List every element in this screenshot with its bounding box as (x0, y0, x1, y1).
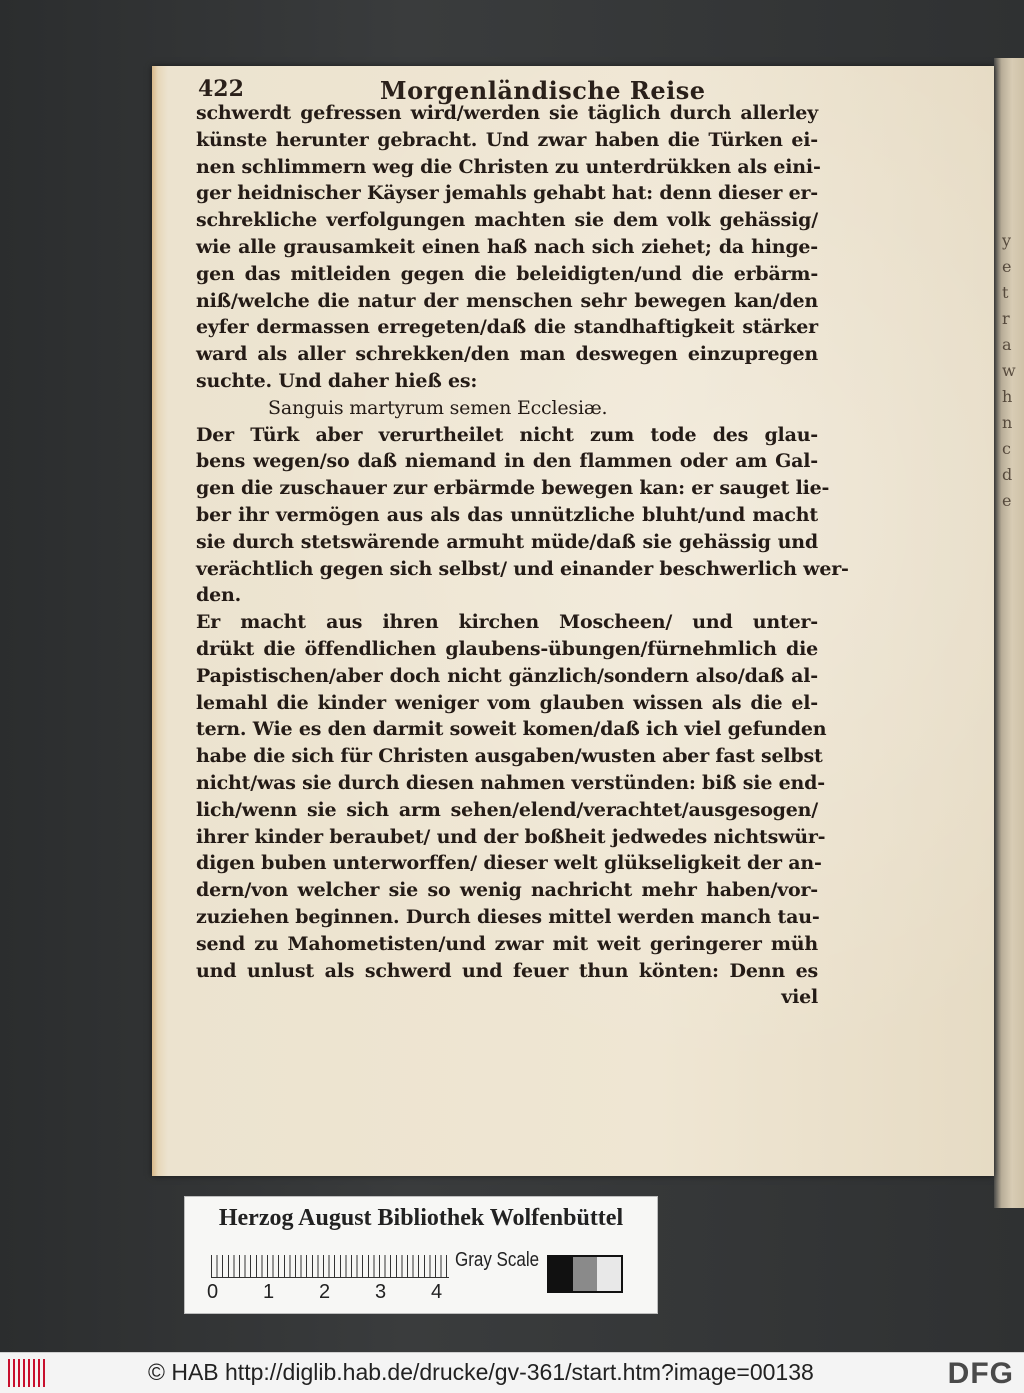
footer-copyright-link[interactable]: © HAB http://diglib.hab.de/drucke/gv-361/start.htm?image=00138 (148, 1359, 814, 1385)
text-line: nen schlimmern weg die Christen zu unterdrükken als eini- (196, 155, 821, 178)
footer-bar (0, 1352, 1024, 1393)
hab-logo-icon (8, 1359, 48, 1387)
text-line: ber ihr vermögen aus als das unnützliche bluht/und macht (196, 503, 818, 526)
text-line: zuziehen beginnen. Durch dieses mittel werden manch tau- (196, 905, 820, 928)
next-page-edge-text: y e t r a w h n c d e (1002, 231, 1016, 510)
latin-quotation: Sanguis martyrum semen Ecclesiæ. (268, 396, 608, 419)
gray-swatch-light (597, 1257, 621, 1291)
running-title: Morgenländische Reise (380, 76, 706, 105)
ruler-baseline (211, 1277, 449, 1278)
text-line: den. (196, 584, 242, 607)
catchword: viel (781, 986, 818, 1009)
page-number: 422 (198, 76, 244, 102)
text-line: künste herunter gebracht. Und zwar haben die Türken ei- (196, 128, 818, 151)
gray-swatch-mid (573, 1257, 597, 1291)
text-line: schrekliche verfolgungen machten sie dem volk gehässig/ (196, 209, 818, 232)
text-line: sie durch stetswärende armuht müde/daß sie gehässig und (196, 530, 818, 553)
text-line: schwerdt gefressen wird/werden sie täglich durch allerley (196, 102, 818, 124)
gray-scale-label: Gray Scale (455, 1249, 540, 1271)
text-line: lich/wenn sie sich arm sehen/elend/verachtet/ausgesogen/ (196, 798, 818, 821)
text-line: eyfer dermassen erregeten/daß die standhaftigkeit stärker (196, 316, 818, 339)
text-line: lemahl die kinder weniger vom glauben wissen als die el- (196, 691, 818, 714)
text-line: Der Türk aber verurtheilet nicht zum tode des glau- (196, 423, 818, 446)
library-name: Herzog August Bibliothek Wolfenbüttel (218, 1205, 624, 1231)
ruler-scale (211, 1255, 449, 1277)
text-line: drükt die öffendlichen glaubens-übungen/fürnehmlich die (196, 637, 818, 660)
text-line: gen das mitleiden gegen die beleidigten/und die erbärm- (196, 262, 818, 285)
next-page-edge (994, 58, 1024, 1208)
text-line: bens wegen/so daß niemand in den flammen oder am Gal- (196, 450, 818, 473)
text-line: verächtlich gegen sich selbst/ und einander beschwerlich wer- (196, 557, 849, 580)
text-line: ward als aller schrekken/den man deswegen einzupregen (196, 343, 818, 366)
color-calibration-chart (184, 1196, 658, 1314)
text-line: wie alle grausamkeit einen haß nach sich ziehet; da hinge- (196, 235, 818, 258)
text-line: suchte. Und daher hieß es: (196, 369, 478, 392)
text-line: send zu Mahometisten/und zwar mit weit geringerer müh (196, 932, 818, 955)
text-line: dern/von welcher sie so wenig nachricht mehr haben/vor- (196, 879, 818, 902)
text-line: ihrer kinder beraubet/ und der boßheit jedwedes nichtswür- (196, 825, 826, 848)
ruler-numbers (205, 1281, 465, 1305)
ruler-number: 4 (431, 1281, 443, 1303)
dfg-logo: DFG (947, 1357, 1014, 1390)
text-line: Er macht aus ihren kirchen Moscheen/ und unter- (196, 611, 818, 634)
text-line: tern. Wie es den darmit soweit komen/daß ich viel gefunden (196, 718, 827, 741)
gray-swatch-dark (549, 1257, 573, 1291)
text-line: ger heidnischer Käyser jemahls gehabt hat: denn dieser er- (196, 182, 818, 205)
ruler-number: 1 (263, 1281, 275, 1303)
text-line: nicht/was sie durch diesen nahmen verstünden: biß sie end- (196, 771, 825, 794)
text-line: niß/welche die natur der menschen sehr bewegen kan/den (196, 289, 818, 312)
gray-scale-swatches (547, 1255, 623, 1293)
text-line: gen die zuschauer zur erbärmde bewegen kan: er sauget lie- (196, 477, 830, 500)
ruler-number: 2 (319, 1281, 331, 1303)
ruler-number: 3 (375, 1281, 387, 1303)
text-line: digen buben unterworffen/ dieser welt glükseligkeit der an- (196, 852, 822, 875)
text-line: und unlust als schwerd und feuer thun könten: Denn es (196, 959, 818, 982)
text-line: Papistischen/aber doch nicht gänzlich/sondern also/daß al- (196, 664, 818, 687)
text-line: habe die sich für Christen ausgaben/wusten aber fast selbst (196, 745, 823, 768)
ruler-number: 0 (207, 1281, 219, 1303)
page-body-text (196, 100, 849, 1011)
